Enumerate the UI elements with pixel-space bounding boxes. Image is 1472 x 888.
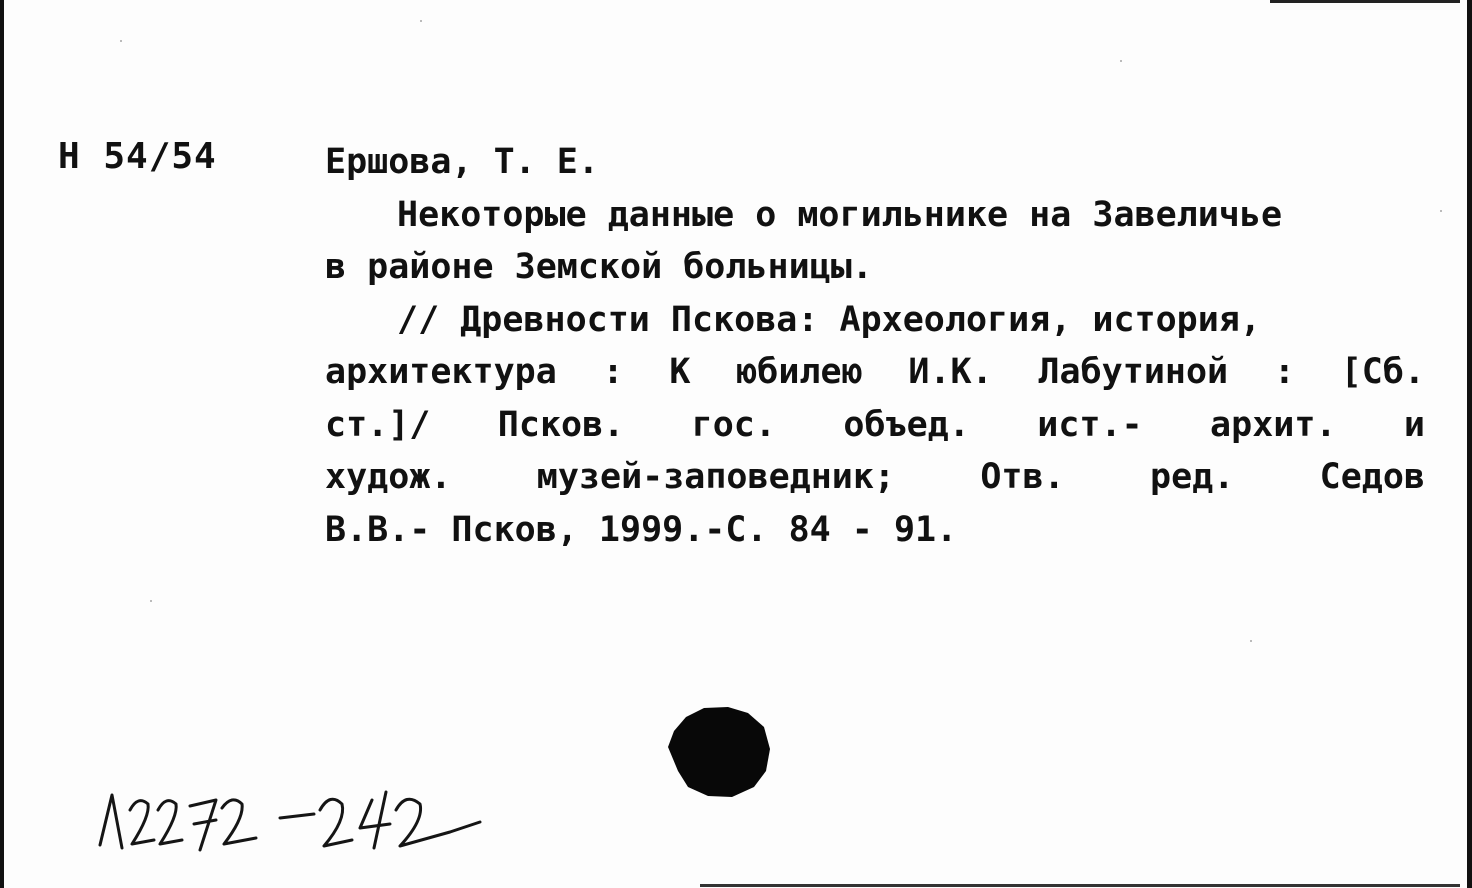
paper-speck <box>1250 640 1252 642</box>
card-bottom-edge <box>700 884 1460 887</box>
title-line-2: в районе Земской больницы. <box>325 247 873 287</box>
handwritten-inventory-number <box>90 770 590 870</box>
card-right-edge <box>1467 0 1472 888</box>
paper-speck <box>1440 210 1442 212</box>
paper-speck <box>420 20 422 22</box>
punch-hole-icon <box>666 705 774 799</box>
paper-speck <box>150 600 152 602</box>
source-line-3: ст.]/ Псков. гос. объед. ист.- архит. и <box>325 404 1425 445</box>
shelf-mark: Н 54/54 <box>58 136 217 177</box>
source-line-5: В.В.- Псков, 1999.-С. 84 - 91. <box>325 509 958 550</box>
bibliographic-entry <box>325 136 1425 556</box>
card-left-edge <box>0 0 4 888</box>
title-line-1: Некоторые данные о могильнике на Завеличье <box>397 194 1283 235</box>
source-line-2: архитектура : К юбилею И.К. Лабутиной : [Сб. <box>325 352 1425 392</box>
author-line: Ершова, Т. Е. <box>325 142 599 182</box>
source-line-1: // Древности Пскова: Археология, история, <box>397 299 1261 340</box>
paper-speck <box>1120 60 1122 62</box>
paper-speck <box>120 40 122 42</box>
source-line-4: худож. музей-заповедник; Отв. ред. Седов <box>325 457 1425 497</box>
card-top-edge <box>1270 0 1460 3</box>
